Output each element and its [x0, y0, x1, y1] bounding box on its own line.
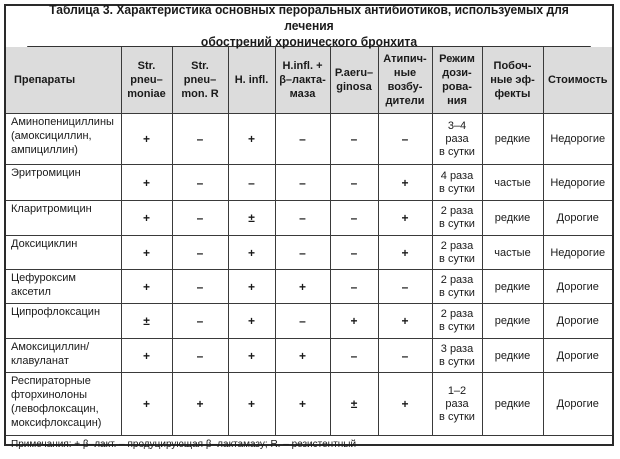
cell-cost: Дорогие	[543, 201, 612, 236]
cell-h-infl-beta: +	[275, 339, 330, 373]
cell-p-aeruginosa: –	[330, 236, 378, 270]
drug-name: Кларитромицин	[6, 201, 121, 236]
table-row	[6, 373, 612, 436]
cell-atypical: +	[378, 373, 432, 436]
cell-h-infl-beta: –	[275, 114, 330, 165]
cell-p-aeruginosa: –	[330, 165, 378, 201]
cell-h-infl: +	[228, 236, 275, 270]
cell-str-pneumoniae: +	[121, 201, 172, 236]
cell-p-aeruginosa: ±	[330, 373, 378, 436]
cell-h-infl: +	[228, 339, 275, 373]
header-cost: Стоимость	[543, 47, 612, 114]
cell-str-pneumon-r: –	[172, 304, 228, 339]
cell-h-infl: ±	[228, 201, 275, 236]
cell-dosing: 4 раза в сутки	[432, 165, 482, 201]
cell-dosing: 3 раза в сутки	[432, 339, 482, 373]
cell-dosing: 2 раза в сутки	[432, 201, 482, 236]
cell-p-aeruginosa: –	[330, 114, 378, 165]
cell-atypical: +	[378, 201, 432, 236]
cell-h-infl-beta: –	[275, 201, 330, 236]
cell-dosing: 2 раза в сутки	[432, 236, 482, 270]
cell-str-pneumon-r: –	[172, 270, 228, 304]
cell-dosing: 2 раза в сутки	[432, 304, 482, 339]
header-str-pneumoniae: Str. pneu– moniae	[121, 47, 172, 114]
title-line-2: обострений хронического бронхита	[200, 34, 418, 49]
cell-side-effects: редкие	[482, 114, 543, 165]
cell-side-effects: редкие	[482, 201, 543, 236]
header-p-aeruginosa: P.aeru– ginosa	[330, 47, 378, 114]
title-line-1: Таблица 3. Характеристика основных пероральных антибиотиков, используемых для лечения	[49, 2, 569, 33]
cell-str-pneumoniae: +	[121, 373, 172, 436]
cell-h-infl-beta: –	[275, 165, 330, 201]
cell-side-effects: частые	[482, 165, 543, 201]
cell-side-effects: редкие	[482, 339, 543, 373]
table-row	[6, 165, 612, 201]
cell-cost: Недорогие	[543, 165, 612, 201]
cell-str-pneumoniae: +	[121, 339, 172, 373]
table-row	[6, 339, 612, 373]
drug-name: Аминопенициллины (амоксициллин, ампициллин)	[6, 114, 121, 165]
cell-cost: Недорогие	[543, 114, 612, 165]
cell-dosing: 3–4 раза в сутки	[432, 114, 482, 165]
cell-atypical: –	[378, 339, 432, 373]
cell-atypical: –	[378, 270, 432, 304]
header-str-pneumon-r: Str. pneu– mon. R	[172, 47, 228, 114]
cell-dosing: 1–2 раза в сутки	[432, 373, 482, 436]
cell-h-infl-beta: +	[275, 373, 330, 436]
footnote-row	[6, 436, 612, 455]
table-row	[6, 114, 612, 165]
drug-name: Доксициклин	[6, 236, 121, 270]
cell-str-pneumon-r: –	[172, 165, 228, 201]
header-side-effects: Побоч- ные эф- фекты	[482, 47, 543, 114]
drug-name: Респираторные фторхинолоны (левофлоксацин, моксифлоксацин)	[6, 373, 121, 436]
antibiotics-table	[6, 47, 612, 454]
drug-name: Амоксициллин/ клавуланат	[6, 339, 121, 373]
cell-str-pneumon-r: –	[172, 114, 228, 165]
cell-str-pneumoniae: +	[121, 114, 172, 165]
cell-h-infl-beta: +	[275, 270, 330, 304]
cell-h-infl: +	[228, 270, 275, 304]
cell-h-infl: +	[228, 373, 275, 436]
table-row	[6, 304, 612, 339]
cell-side-effects: редкие	[482, 304, 543, 339]
cell-cost: Дорогие	[543, 304, 612, 339]
cell-cost: Дорогие	[543, 270, 612, 304]
cell-atypical: +	[378, 236, 432, 270]
cell-str-pneumon-r: –	[172, 201, 228, 236]
cell-str-pneumoniae: +	[121, 236, 172, 270]
cell-str-pneumon-r: +	[172, 373, 228, 436]
table-row	[6, 270, 612, 304]
cell-p-aeruginosa: +	[330, 304, 378, 339]
drug-name: Цефуроксим аксетил	[6, 270, 121, 304]
cell-h-infl: +	[228, 304, 275, 339]
cell-h-infl-beta: –	[275, 304, 330, 339]
cell-dosing: 2 раза в сутки	[432, 270, 482, 304]
cell-cost: Дорогие	[543, 339, 612, 373]
header-h-infl-beta-lactamase: H.infl. + β–лакта- маза	[275, 47, 330, 114]
table-row	[6, 236, 612, 270]
header-row	[6, 47, 612, 114]
cell-str-pneumoniae: ±	[121, 304, 172, 339]
cell-h-infl-beta: –	[275, 236, 330, 270]
cell-str-pneumon-r: –	[172, 236, 228, 270]
cell-side-effects: частые	[482, 236, 543, 270]
cell-h-infl: +	[228, 114, 275, 165]
cell-str-pneumon-r: –	[172, 339, 228, 373]
header-h-infl: H. infl.	[228, 47, 275, 114]
cell-cost: Дорогие	[543, 373, 612, 436]
cell-p-aeruginosa: –	[330, 339, 378, 373]
cell-p-aeruginosa: –	[330, 270, 378, 304]
cell-atypical: +	[378, 304, 432, 339]
header-drugs: Препараты	[6, 47, 121, 114]
cell-str-pneumoniae: +	[121, 165, 172, 201]
cell-h-infl: –	[228, 165, 275, 201]
drug-name: Ципрофлоксацин	[6, 304, 121, 339]
header-atypical: Атипич- ные возбу- дители	[378, 47, 432, 114]
table-row	[6, 201, 612, 236]
cell-p-aeruginosa: –	[330, 201, 378, 236]
cell-cost: Недорогие	[543, 236, 612, 270]
cell-side-effects: редкие	[482, 373, 543, 436]
header-dosing: Режим дози- рова- ния	[432, 47, 482, 114]
cell-atypical: –	[378, 114, 432, 165]
cell-atypical: +	[378, 165, 432, 201]
table-figure	[4, 2, 614, 450]
cell-str-pneumoniae: +	[121, 270, 172, 304]
drug-name: Эритромицин	[6, 165, 121, 201]
table-title	[27, 2, 591, 49]
footnote: Примечания: + β–лакт. – продуцирующая β–лактамазу; R. – резистентный	[6, 436, 612, 455]
cell-side-effects: редкие	[482, 270, 543, 304]
